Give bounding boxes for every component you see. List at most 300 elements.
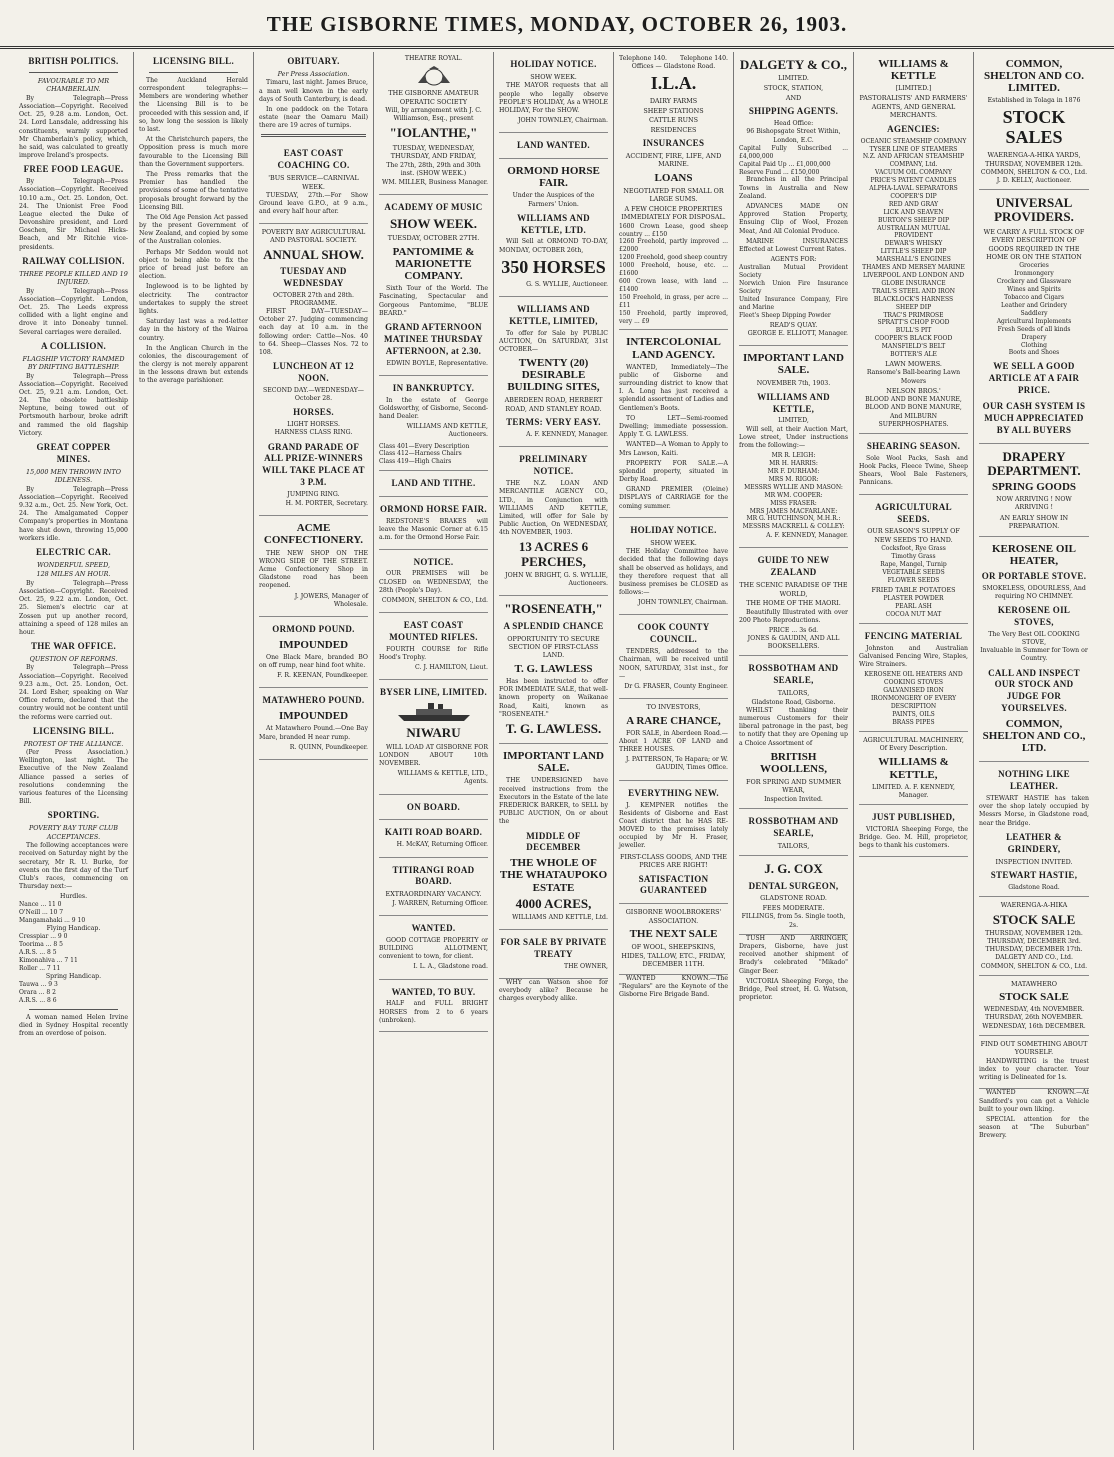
ad-title: FENCING MATERIAL <box>864 631 963 641</box>
ad-stoves-body: Invaluable in Summer for Town or Country. <box>980 647 1088 663</box>
ad-body: MARINE INSURANCES Effected at Lowest Current Rates. <box>739 237 848 253</box>
ad-line: AND <box>785 93 802 102</box>
ad-title: GISBORNE WOOLBROKERS' ASSOCIATION. <box>625 908 722 925</box>
ad-signature: H. M. PORTER, Secretary. <box>285 500 368 508</box>
ad-stoves-sub: The Very Best OIL COOKING STOVE, <box>988 630 1080 646</box>
ad-title: WAERENGA-A-HIKA <box>1000 901 1068 910</box>
ad-subtitle: OR PORTABLE STOVE. <box>981 570 1087 581</box>
list-item: PEARL ASH <box>895 603 932 611</box>
advertisement-wanted <box>379 916 488 980</box>
ad-title: NOTHING LIKE LEATHER. <box>998 769 1070 792</box>
ad-headline: DALGETY & CO., <box>739 57 848 72</box>
advertisement-leather <box>979 762 1089 897</box>
ad-body: SMOKELESS, ODOURLESS, And requiring NO CHIMNEY. <box>982 584 1086 600</box>
article-body: The Auckland Herald correspondent telegraphs:—Members are wondering whether the Licensing Bill is to be proceeded with this session and, if so, how long the session is likely to last. <box>139 76 248 133</box>
list-item: MR WM. COOPER: <box>764 491 823 499</box>
ad-signature: H. McKAY, Returning Officer. <box>396 841 488 849</box>
advertisement-shearing <box>859 434 968 495</box>
ad-signature: C. J. HAMILTON, Lieut. <box>415 664 488 672</box>
headline: THE WAR OFFICE. <box>30 641 117 652</box>
article-body: Saturday last was a red-letter day in the history of the Wairoa country. <box>139 318 248 342</box>
article-body: In one paddock on the Totara estate (near the Oamaru Mail) there are 19 acres of turnips. <box>259 105 368 130</box>
divider <box>261 134 366 137</box>
advertisement-niwaru <box>379 680 488 794</box>
ad-headline: BRITISH WOOLLENS, <box>760 750 827 775</box>
ad-spring: SPRING GOODS <box>991 481 1077 494</box>
advertisement-preliminary <box>499 447 608 596</box>
advertisement-whataupoko <box>499 744 608 930</box>
list-item: COOPER'S DIP <box>890 192 937 200</box>
advertisement-intercolonial <box>619 330 728 517</box>
ad-dates: The 27th, 28th, 29th and 30th inst. (SHOW WEEK.) <box>386 161 481 177</box>
ad-signature: J. JOWERS, Manager of Wholesale. <box>294 592 368 608</box>
ad-top: THEATRE ROYAL. <box>404 55 463 62</box>
list-item: MR R. LEIGH: <box>771 452 816 460</box>
advertisement-kempner <box>619 781 728 905</box>
ad-signature: GEORGE E. ELLIOTT, Manager. <box>747 330 848 338</box>
list-item: BRASS PIPES <box>892 718 935 726</box>
ad-subtitle: TAILORS, <box>777 689 810 698</box>
advertisement-holiday <box>499 52 608 133</box>
ad-fees: FEES MODERATE. <box>762 903 825 912</box>
advertisement-common-shelton <box>979 52 1089 190</box>
list-item: Norwich Union Fire Insurance Society <box>739 280 848 296</box>
ad-title: ACADEMY OF MUSIC <box>384 202 483 213</box>
ad-headline: WILLIAMS AND KETTLE, <box>757 391 830 414</box>
list-item: 1200 Freehold, good sheep country <box>619 254 728 262</box>
ad-address: Gladstone Road. <box>1008 883 1060 891</box>
column-2 <box>134 52 254 1450</box>
ad-for: FOR SPRING AND SUMMER WEAR, <box>746 778 841 795</box>
column-4 <box>374 52 494 1450</box>
list-item: MRS JAMES MACFARLANE: <box>749 507 838 515</box>
list-item: SHEEP STATIONS <box>643 106 704 115</box>
divider <box>29 1009 118 1010</box>
ad-signature: STEWART HASTIE, <box>990 870 1078 880</box>
ad-signature: COMMON, SHELTON & CO., Ltd. <box>381 596 488 604</box>
ad-title: KAITI ROAD BOARD. <box>384 827 483 838</box>
ad-dates: THURSDAY, NOVEMBER 12th. THURSDAY, DECEMBER 3rd. THURSDAY, DECEMBER 17th. <box>985 929 1083 954</box>
advertisement-seeds <box>859 495 968 624</box>
ad-title: EAST COAST COACHING CO. <box>277 148 350 171</box>
advertisement-roseneath <box>499 596 608 744</box>
advertisement-building-sites <box>499 297 608 448</box>
column-1 <box>14 52 134 1450</box>
ad-stock-sales: STOCK SALES <box>1002 107 1066 148</box>
article-body: (Per Press Association.) Wellington, last night. The Executive of the New Zealand Alliance passed a series of resolutions condemning the various features of the Licensing Bill. <box>19 749 128 806</box>
list-item: Crockery and Glassware <box>996 278 1072 286</box>
list-item: Boots and Shoes <box>1008 349 1060 357</box>
ad-subtitle: SHOW WEEK. <box>530 72 577 81</box>
list-item: OCEANIC STEAMSHIP COMPANY <box>860 137 967 145</box>
ad-matinee: GRAND AFTERNOON MATINEE THURSDAY AFTERNOON, at 2.30. <box>384 321 483 356</box>
ad-title: EAST COAST MOUNTED RIFLES. <box>389 620 478 643</box>
ad-address: Gladstone Road, Gisborne. <box>751 698 836 706</box>
ad-nelson: NELSON BROS.' <box>886 386 941 395</box>
list-item: Class 419—High Chairs <box>379 458 452 466</box>
advertisement-woolbrokers <box>619 904 728 974</box>
ad-headline: COMMON, SHELTON AND CO. LIMITED. <box>984 58 1084 95</box>
article-body: The following acceptances were received on Saturday night by the secretary, Mr R. U. Burke, for events on the first day of the Turf Club's races, commencing on Thursday next:— <box>19 842 128 891</box>
advertisement-important-land-sale <box>739 346 848 548</box>
ad-body: TUSH AND ARRINGER, Drapers, Gisborne, have just received another shipment of Brady's celebrated "Mikado" Ginger Beer. <box>739 934 848 975</box>
list-item: Groceries <box>1019 262 1049 270</box>
ad-headline: THE NEXT SALE <box>629 928 718 941</box>
royal-crest-icon <box>414 65 454 87</box>
headline: ELECTRIC CAR. <box>36 547 111 557</box>
headline: SPORTING. <box>47 810 100 821</box>
list-item: AUSTRALIAN MUTUAL PROVIDENT <box>877 224 950 240</box>
ad-subtitle-2: OPPORTUNITY TO SECURE SECTION OF FIRST-CLASS LAND. <box>507 634 600 660</box>
ad-grand-parade: GRAND PARADE OF ALL PRIZE-WINNERS WILL TAKE PLACE AT 3 P.M. <box>262 441 365 488</box>
subheadline: 128 MILES AN HOUR. <box>36 570 111 579</box>
ad-nelson-body: BLOOD AND BONE MANURE, BLOOD AND BONE MANURE, And MILBURN SUPERPHOSPHATES. <box>865 396 962 428</box>
ad-agencies: AGENCIES: <box>887 123 940 134</box>
list-item: United Insurance Company, Fire and Marine <box>739 295 848 311</box>
ad-telephones <box>619 55 728 63</box>
ad-body: Beautifully Illustrated with over 200 Photo Reproductions. <box>739 608 848 624</box>
ad-caps: WE CARRY A FULL STOCK OF EVERY DESCRIPTION OF GOODS REQUIRED IN THE HOME OR ON THE STATION <box>983 227 1085 262</box>
ad-line: STOCK, STATION, <box>763 84 824 93</box>
article-body: The Old Age Pension Act passed by the present Government of New Zealand, and copied by some of the Australian colonies. <box>139 213 248 246</box>
ad-body: ADVANCES MADE ON Approved Station Property, Ensuing Clip of Wool, Frozen Meat, And All Colonial Produce. <box>739 203 848 235</box>
list-item: Tobacco and Cigars <box>1004 294 1064 302</box>
ad-lawn-body: Ransome's Ball-bearing Lawn Mowers <box>866 369 961 385</box>
ad-agents: AGENTS FOR: <box>770 256 817 264</box>
advertisement-annual-show <box>259 224 368 517</box>
ad-harness: HARNESS CLASS RING. <box>274 429 353 437</box>
list-item: A.R.S. ... 8 5 <box>19 949 57 957</box>
advertisement-dalgety <box>739 52 848 346</box>
ad-title: AGRICULTURAL SEEDS. <box>875 501 952 524</box>
list-item: Fresh Seeds of all kinds <box>997 325 1071 333</box>
list-item: Capital Paid Up ... £1,000,000 <box>739 160 831 168</box>
ad-headline: STOCK SALE <box>992 911 1076 927</box>
ad-subtitle: Under the Auspices of the Farmers' Union. <box>512 192 595 208</box>
subheadline: 15,000 MEN THROWN INTO IDLENESS. <box>26 467 121 485</box>
ad-body: VICTORIA Sheeping Forge, the Bridge. Geo. M. Hill, proprietor, begs to thank his customers. <box>859 825 968 850</box>
ad-name: T. G. LAWLESS <box>514 662 593 675</box>
ad-headline: MIDDLE OF DECEMBER <box>526 830 581 853</box>
ad-headline: 13 ACRES 6 PERCHES, <box>518 539 589 569</box>
ad-headline: ANNUAL SHOW. <box>263 246 364 262</box>
ad-body: WANTED KNOWN.—The "Regulars" are the Keynote of the Gisborne Fire Brigade Band. <box>619 974 728 999</box>
telephone-right: Telephone 140. <box>679 55 728 62</box>
ad-subtitle: A SPLENDID CHANCE <box>503 620 604 631</box>
ad-headline: NIWARU <box>406 725 461 741</box>
ad-headline: IMPOUNDED <box>278 638 349 651</box>
ad-title: TO INVESTORS, <box>646 703 701 712</box>
advertisement-ormond-pound <box>259 617 368 689</box>
headline: BRITISH POLITICS. <box>28 56 119 66</box>
advertisement-rossbotham <box>739 656 848 809</box>
article-body: By Telegraph—Press Association—Copyright. Received 9.23 a.m., Oct. 25. London, Oct. 24. Lord Esher, speaking on War Office reform, declared that the country would not be content until the reforms were carried out. <box>19 664 128 721</box>
list-item: Clothing <box>1020 341 1048 349</box>
ad-title: COOK COUNTY COUNCIL. <box>637 622 710 645</box>
ad-title: LAND AND TITHE. <box>391 478 476 489</box>
ad-days: TUESDAY, WEDNESDAY, THURSDAY, AND FRIDAY, <box>390 143 477 161</box>
ad-subtitle: THE SCENIC PARADISE OF THE WORLD, <box>739 581 848 598</box>
ad-body: STEWART HASTIE has taken over the shop lately occupied by Messrs Morse, in Gladstone road, near the Bridge. <box>979 795 1089 827</box>
ad-body: J. KEMPNER notifies the Residents of Gisborne and East Coast district that he HAS RE-MOVED to the premises lately occupied by Mr H. Fraser, jeweller. <box>619 801 728 850</box>
ad-headline: "ROSENEATH," <box>504 601 603 617</box>
list-item: ALPHA-LAVAL SEPARATORS <box>869 185 958 193</box>
headline: GREAT COPPER MINES. <box>36 442 111 464</box>
article-body: The Press remarks that the Premier has handled the provisions of some of the tentative proposals brought forward by the Licensing Bill. <box>139 170 248 211</box>
ad-title: WILLIAMS AND KETTLE, LIMITED, <box>509 303 598 326</box>
ad-title: WANTED. <box>411 922 456 933</box>
advertisement-on-board <box>379 795 488 821</box>
ad-body: WANTED KNOWN.—At Sandford's you can get a Vehicle built to your own liking. <box>979 1089 1089 1113</box>
list-item: O'Neill ... 10 7 <box>19 909 64 917</box>
ad-body: GRAND PREMIER (Oleine) DISPLAYS of CARRIAGE for the coming summer. <box>619 486 728 510</box>
ad-second-day: SECOND DAY.—WEDNESDAY—October 28. <box>263 386 364 403</box>
ad-subtitle: Of Every Description. <box>879 745 948 753</box>
column-3 <box>254 52 374 1450</box>
ad-terms: TERMS: VERY EASY. <box>506 417 601 428</box>
list-item: Roller ... 7 11 <box>19 965 61 972</box>
advertisement-land-tithe <box>379 471 488 497</box>
ad-early: AN EARLY SHOW IN PREPARATION. <box>999 513 1069 531</box>
ad-title: SHEARING SEASON. <box>866 441 961 452</box>
article-body: Inglewood is to be lighted by electricity. The contractor undertakes to supply the street lights. <box>139 283 248 315</box>
ad-body: FIRST DAY—TUESDAY—October 27. Judging commencing each day at 10 a.m. in the following order: Cattle—Nos. 40 to 64. Sheep—Classes Nos. 72 to 108. <box>259 308 368 356</box>
ad-subtitle: DENTAL SURGEON, <box>748 880 839 891</box>
list-item: LICK AND SEAVEN <box>883 208 944 216</box>
list-item: 1600 Crown Lease, good sheep country ... £150 <box>619 222 728 238</box>
advertisement-williams-kettle <box>859 52 968 434</box>
ad-body: To offer for Sale by PUBLIC AUCTION, On SATURDAY, 31st OCTOBER— <box>499 329 608 353</box>
ad-title: GUIDE TO NEW ZEALAND <box>757 555 830 578</box>
list-item: BULL'S PIT <box>895 327 932 335</box>
ad-title: ORMOND HORSE FAIR. <box>507 165 600 190</box>
ad-headline: J. G. COX <box>764 861 823 877</box>
ad-headline: WILLIAMS & KETTLE <box>878 58 949 83</box>
list-item: LITTLE'S SHEEP DIP <box>880 248 947 256</box>
ad-acres: 4000 ACRES, <box>515 895 592 911</box>
ad-body: VICTORIA Sheeping Forge, the Bridge, Peel street, H. G. Watson, proprietor. <box>739 977 848 1002</box>
ad-loans: LOANS <box>654 171 693 184</box>
advertisement-coaching <box>259 141 368 223</box>
ad-subtitle: LIMITED. <box>778 75 809 83</box>
advertisement-cox <box>739 856 848 934</box>
advertisement-drapery <box>979 444 1089 537</box>
list-item: SHEEP DIP <box>895 303 932 311</box>
ad-horses: HORSES. <box>293 407 334 418</box>
ad-insurances: INSURANCES <box>642 137 705 148</box>
ad-dates: OCTOBER 27th and 28th. <box>273 291 354 299</box>
ad-title: WANTED, TO BUY. <box>391 986 476 997</box>
advertisement-bankruptcy <box>379 376 488 472</box>
ad-body: Sixth Tour of the World. The Fascinating, Spectacular and Gorgeous Pantomime, "BLUE BEARD." <box>379 285 488 317</box>
advertisement-ormond-horse-fair <box>499 159 608 297</box>
ad-signature: WM. MILLER, Business Manager. <box>382 179 488 187</box>
ad-subtitle-2: THE HOME OF THE MAORI. <box>746 599 841 608</box>
ad-jumping: JUMPING RING. <box>287 491 340 498</box>
ad-signature: WILLIAMS AND KETTLE, Auctioneers. <box>406 423 488 439</box>
ad-body: TENDERS, addressed to the Chairman, will be received until NOON, SATURDAY, 31st inst., for— <box>619 648 728 680</box>
ad-title: IN BANKRUPTCY. <box>392 382 475 393</box>
list-item: 1000 Freehold, house, etc. ... £1600 <box>619 262 728 278</box>
ad-title: PRELIMINARY NOTICE. <box>519 454 588 477</box>
ad-body: Has been instructed to offer FOR IMMEDIATE SALE, that well-known property on Waikanae Road, Kaiti, known as "ROSENEATH." <box>499 678 608 718</box>
ad-body: Sole Wool Packs, Sash and Hook Packs, Fleece Twine, Sheep Shears, Wool Bale Fasteners, Pannicans. <box>859 454 968 487</box>
ad-signature: LIMITED. A. F. KENNEDY, Manager. <box>871 783 955 799</box>
ad-signature: JOHN TOWNLEY, Chairman. <box>517 117 608 125</box>
ad-call: CALL AND INSPECT OUR STOCK AND JUDGE FOR YOURSELVES. <box>988 667 1080 714</box>
article-body: Perhaps Mr Seddon would not object to being able to fix the price of bread just before an election. <box>139 248 248 281</box>
ad-title: POVERTY BAY AGRICULTURAL AND PASTORAL SOCIETY. <box>261 227 366 245</box>
subheadline: QUESTION OF REFORMS. <box>29 654 118 663</box>
article-body: By Telegraph—Press Association—Copyright. Received Oct. 25, 9.22 a.m. London, Oct. 25. Siemen's electric car at Zossen put up another record, attaining a speed of 128 miles an hour. <box>19 579 128 636</box>
telephone-left: Telephone 140. <box>619 55 668 62</box>
advertisement-cook-county <box>619 615 728 699</box>
ad-title: ORMOND HORSE FAIR. <box>380 504 487 515</box>
ad-signature: R. QUINN, Poundkeeper. <box>289 743 368 751</box>
ad-established: Established in Tolaga in 1876 <box>987 97 1081 105</box>
ad-body: THE MAYOR requests that all people who legally observe PEOPLE'S HOLIDAY, As a WHOLE HOLIDAY, For the SHOW. <box>499 82 608 114</box>
list-item: SPRATT'S CHOP FOOD <box>877 319 950 327</box>
column-9 <box>974 52 1094 1450</box>
ad-body: WANTED—A Woman to Apply to Mrs Lawson, Kaiti. <box>619 441 728 457</box>
ad-title: FOR SALE BY PRIVATE TREATY <box>500 937 607 959</box>
advertisement-universal <box>979 190 1089 444</box>
ad-subtitle: Will, by arrangement with J. C. Williamson, Esq., present <box>385 107 482 123</box>
ad-cash: OUR CASH SYSTEM IS MUCH APPRECIATED BY ALL BUYERS <box>982 400 1086 435</box>
article-body: A woman named Helen Irvine died in Sydney Hospital recently from an overdose of poison. <box>19 1013 128 1038</box>
advertisement-private-treaty <box>499 930 608 979</box>
ad-office: Head Office: <box>773 120 814 128</box>
list-item: COOPER'S BLACK FOOD <box>874 335 953 343</box>
ad-line: SHIPPING AGENTS. <box>748 106 839 117</box>
ad-headline-2: COMMON, SHELTON AND CO., LTD. <box>982 718 1086 755</box>
list-item: Agricultural Implements <box>996 317 1072 325</box>
list-item: IRONMONGERY OF EVERY DESCRIPTION <box>870 695 957 711</box>
list-item: MESSRS WYLLIE AND MASON: <box>744 483 843 491</box>
list-item: 600 Crown lease, with land ... £1400 <box>619 278 728 293</box>
ad-body: HANDWRITING is the truest index to your character. Your writing is Delineated for 1s. <box>979 1057 1089 1082</box>
list-item: THAMES AND MERSEY MARINE <box>862 264 965 272</box>
advertisement-titirangi <box>379 858 488 916</box>
ad-dates: WEDNESDAY, 4th NOVEMBER. THURSDAY, 26th NOVEMBER. WEDNESDAY, 16th DECEMBER. <box>982 1006 1086 1030</box>
list-title: Flying Handicap. <box>46 925 101 933</box>
ad-subtitle: 'BUS SERVICE—CARNIVAL WEEK. <box>268 174 359 191</box>
advertisement-stock-sale-matawhero <box>979 976 1089 1036</box>
ad-body: WILL LOAD AT GISBORNE FOR LONDON ABOUT 10th NOVEMBER. <box>379 743 488 768</box>
ad-body: Johnston and Australian Galvanised Fencing Wire, Staples, Wire Strainers. <box>859 644 968 669</box>
ad-date: THURSDAY, NOVEMBER 12th. <box>985 160 1083 168</box>
ad-title: BYSER LINE, LIMITED. <box>379 687 488 698</box>
list-item: MISS FRASER: <box>770 499 817 507</box>
list-item: MANSFIELD'S BELT <box>881 343 946 351</box>
list-item: Class 412—Harness Chairs <box>379 450 462 458</box>
list-item: Nance ... 11 0 <box>19 901 62 909</box>
ad-title: INTERCOLONIAL LAND AGENCY. <box>626 336 721 361</box>
advertisement-horse-fair <box>379 497 488 549</box>
ad-title: NOTICE. <box>413 556 454 567</box>
ad-body: Will Sell at ORMOND TO-DAY, MONDAY, OCTOBER 26th, <box>499 238 608 254</box>
ad-days: TUESDAY AND WEDNESDAY <box>280 265 347 288</box>
ad-title: MATAWHERO <box>1011 979 1057 988</box>
ad-insurances-sub: ACCIDENT, FIRE, LIFE, AND MARINE. <box>625 151 722 169</box>
column-7 <box>734 52 854 1450</box>
ad-body: WHY can Watson shoe for everybody alike? Because he charges everybody alike. <box>499 979 608 1003</box>
advertisement-just-published <box>859 805 968 857</box>
ad-title: THE GISBORNE AMATEUR OPERATIC SOCIETY <box>388 89 479 106</box>
list-item: LIVERPOOL AND LONDON AND GLOBE INSURANCE <box>862 272 965 287</box>
headline: RAILWAY COLLISION. <box>22 255 125 266</box>
ad-body: Branches in all the Principal Towns in Australia and New Zealand. <box>739 176 848 200</box>
list-item: RESIDENCES <box>650 125 697 134</box>
list-item: BLACKLOCK'S HARNESS <box>873 295 954 303</box>
subheadline: THREE PEOPLE KILLED AND 19 INJURED. <box>19 269 128 287</box>
ad-signature: DALGETY AND CO., Ltd. COMMON, SHELTON & CO., Ltd. <box>980 954 1088 970</box>
newspaper-page <box>14 52 1102 1450</box>
column-5 <box>494 52 614 1450</box>
ad-title: ACME CONFECTIONERY. <box>263 522 364 547</box>
list-item: Class 401—Every Description <box>379 442 470 450</box>
list-item: Reserve Fund ... £150,000 <box>739 168 820 176</box>
ad-signature: COMMON, SHELTON & CO., Ltd. J. D. KELLY, Auctioneer. <box>980 168 1088 184</box>
ad-title: LAND WANTED. <box>517 140 590 151</box>
ad-subtitle: OUR SEASON'S SUPPLY OF NEW SEEDS TO HAND. <box>867 527 960 544</box>
list-item: RED AND GRAY <box>888 200 939 208</box>
list-item: A.R.S. ... 8 6 <box>19 996 57 1004</box>
ad-stoves: KEROSENE OIL STOVES, <box>997 605 1071 627</box>
list-item: Capital Fully Subscribed ... £4,000,000 <box>739 144 848 160</box>
list-item: GALVANISED IRON <box>883 687 944 695</box>
ad-headline-2: T. G. LAWLESS. <box>505 720 602 736</box>
ad-subtitle: TAILORS, <box>777 841 810 850</box>
advertisement-fencing <box>859 624 968 732</box>
ad-title: ROSSBOTHAM AND SEARLE, <box>748 663 839 686</box>
ad-title: EVERYTHING NEW. <box>628 787 719 798</box>
ad-body: THE UNDERSIGNED have received instructions from the Executors in the Estate of the late FREDERICK BARKER, to SELL by PUBLIC AUCTION, On or about the <box>499 777 608 826</box>
ad-subtitle: FIRST-CLASS GOODS, AND THE PRICES ARE RIGHT! <box>620 852 727 870</box>
ad-headline: "IOLANTHE," <box>389 125 478 141</box>
ad-title: ORMOND POUND. <box>272 623 355 634</box>
ad-line: PASTORALISTS' AND FARMERS' AGENTS, AND GENERAL MERCHANTS. <box>859 94 968 120</box>
advertisement-academy <box>379 195 488 375</box>
list-item: MESSRS MACKRELL & COLLEY: <box>742 523 845 531</box>
ad-signature: WILLIAMS & KETTLE, LTD., Agents. <box>397 770 488 786</box>
ad-inspection: Inspection Invited. <box>764 795 823 803</box>
ad-subtitle: SHOW WEEK. <box>650 538 697 547</box>
ad-body: TUESDAY, 27th.—For Show Ground leave G.P.O., at 9 a.m., and every half hour after. <box>259 192 368 216</box>
ad-lawn: LAWN MOWERS. <box>885 359 942 368</box>
list-item: VEGETABLE SEEDS <box>882 569 945 577</box>
steamship-icon <box>394 701 474 723</box>
column-8 <box>854 52 974 1450</box>
advertisement-acme <box>259 516 368 617</box>
ad-body: PROPERTY FOR SALE.—A splendid property, situated in Derby Road. <box>619 459 728 484</box>
advertisement-rossbotham-2 <box>739 809 848 856</box>
ad-signature: G. S. WYLLIE, Auctioneer. <box>526 280 608 288</box>
advertisement-land-wanted <box>499 133 608 159</box>
advertisement-holiday-notice <box>619 518 728 616</box>
ad-title: HOLIDAY NOTICE. <box>510 59 597 69</box>
list-item: 1260 Freehold, partly improved ... £2000 <box>619 238 728 254</box>
ad-lunch: LUNCHEON AT 12 NOON. <box>273 361 354 383</box>
ad-satisfaction: SATISFACTION GUARANTEED <box>638 873 709 896</box>
list-item: Mangamahaki ... 9 10 <box>19 917 86 925</box>
ad-loans-sub: NEGOTIATED FOR SMALL OR LARGE SUMS. <box>623 186 724 204</box>
ad-quay: READ'S QUAY. <box>769 320 818 329</box>
advertisement-rifles <box>379 613 488 680</box>
list-item: COCOA NUT MAT <box>885 611 942 619</box>
ad-headline: IMPOUNDED <box>278 710 349 723</box>
ad-location: ABERDEEN ROAD, HERBERT ROAD, AND STANLEY ROAD. <box>504 396 603 413</box>
